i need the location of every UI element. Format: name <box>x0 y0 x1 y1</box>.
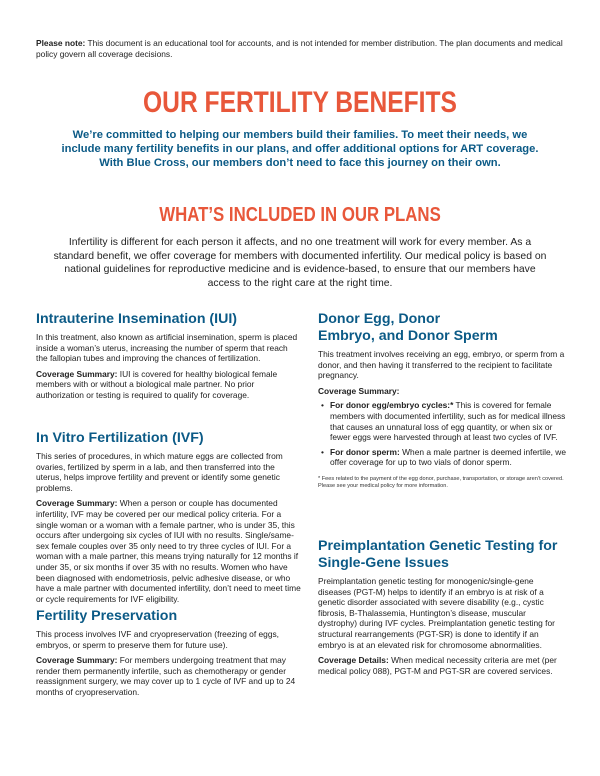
pgt-section <box>318 538 566 676</box>
donor-bullet-text: This is covered for female members with documented infertility, such as for medical illness that causes an unnatural loss of egg quantity, or when six or fewer eggs were harvested through at least two cycles of IVF. <box>330 400 566 443</box>
iui-coverage-label: Coverage Summary: <box>36 368 118 379</box>
section-title: WHAT’S INCLUDED IN OUR PLANS <box>159 204 441 226</box>
donor-bullets <box>318 400 566 468</box>
donor-body: This treatment involves receiving an egg, embryo, or sperm from a donor, and then having it transferred to the recipient to facilitate pregnancy. <box>318 349 565 381</box>
fp-body: This process involves IVF and cryopreservation (freezing of eggs, embryos, or sperm to preserve them for future use). <box>36 629 279 650</box>
ivf-coverage <box>36 498 301 604</box>
note-label: Please note: <box>36 38 86 48</box>
iui-coverage <box>36 369 301 401</box>
donor-bullet <box>318 400 566 442</box>
note-text: This document is an educational tool for accounts, and is not intended for member distribution. The plan documents and medical policy govern all coverage decisions. <box>36 38 563 59</box>
ivf-coverage-text: When a person or couple has documented infertility, IVF may be covered per our medical policy criteria. For a single woman or a woman with a female partner, who is under 35, this occurs after undergoing six cycles of IUI with no results. Single/same-sex female couples over 35 only need to try three cycles of IUI. For a woman with a male partner, this means trying naturally for 12 months if under 35, or six months if over 35 with no results. Women who have been diagnosed with endometriosis, pelvic adhesive disease, or who have a male partner with documented infertility, don’t need to meet time or cycle requirements for IVF eligibility. <box>36 498 301 604</box>
ivf-body: This series of procedures, in which mature eggs are collected from ovaries, fertilized by sperm in a lab, and then transferred into the uterus, helps improve fertility and prevent or identify some genetic problems. <box>36 451 283 493</box>
ivf-coverage-label: Coverage Summary: <box>36 498 118 509</box>
iui-body: In this treatment, also known as artificial insemination, sperm is placed inside a woman’s uterus, increasing the number of sperm that reach the fallopian tubes and improving the chances of fertilization. <box>36 332 298 364</box>
bullet-icon: • <box>321 400 324 411</box>
fp-section <box>36 608 301 698</box>
fp-coverage-label: Coverage Summary: <box>36 655 118 666</box>
iui-section <box>36 311 301 401</box>
pgt-coverage-label: Coverage Details: <box>318 655 389 666</box>
donor-coverage <box>318 386 566 397</box>
ivf-section <box>36 430 301 604</box>
donor-bullet-text: When a male partner is deemed infertile, we offer coverage for up to two vials of donor sperm. <box>330 446 566 468</box>
fp-heading: Fertility Preservation <box>36 608 178 624</box>
fp-coverage <box>36 655 301 697</box>
bullet-icon: • <box>321 446 324 457</box>
pgt-coverage <box>318 655 566 676</box>
donor-footnote: * Fees related to the payment of the egg donor, purchase, transportation, or storage aren’t covered. Please see your medical policy for more information. <box>318 475 564 489</box>
pgt-heading: Preimplantation Genetic Testing for Single-Gene Issues <box>318 538 558 571</box>
fp-coverage-text: For members undergoing treatment that may render them permanently infertile, such as chemotherapy or gender reassignment surgery, we may cover up to 1 cycle of IVF and up to 24 months of cryopreservation. <box>36 655 296 697</box>
donor-bullet-label: For donor egg/embryo cycles:* <box>330 400 454 411</box>
donor-coverage-label: Coverage Summary: <box>318 385 400 396</box>
iui-coverage-text: IUI is covered for healthy biological female members with or without a biological male partner. No prior authorization or testing is required to qualify for coverage. <box>36 368 278 400</box>
intro-text: We’re committed to helping our members build their families. To meet their needs, we include many fertility benefits in our plans, and offer additional options for ART coverage. With Blue Cross, our members don’t need to face this journey on their own. <box>61 129 539 169</box>
donor-bullet <box>318 447 566 468</box>
donor-section <box>318 311 566 490</box>
donor-bullet-label: For donor sperm: <box>330 446 400 457</box>
page-title: OUR FERTILITY BENEFITS <box>143 86 457 119</box>
iui-heading: Intrauterine Insemination (IUI) <box>36 311 238 327</box>
pgt-body: Preimplantation genetic testing for monogenic/single-gene diseases (PGT-M) helps to identify if an embryo is at risk of a genetic disorder associated with severe disability (e.g., cystic fibrosis, B-Thalassemia, Huntington’s disease, muscular dystrophy) during IVF cycles. Preimplantation genetic testing for structural rearrangements (PGT-SR) is done to identify if an embryo is at an elevated risk for chromosome abnormalities. <box>318 576 555 650</box>
pgt-coverage-text: When medical necessity criteria are met (per medical policy 088), PGT-M and PGT-SR are covered services. <box>318 655 557 676</box>
disclaimer-note <box>36 38 566 60</box>
ivf-heading: In Vitro Fertilization (IVF) <box>36 430 204 446</box>
donor-heading: Donor Egg, Donor Embryo, and Donor Sperm <box>318 311 498 344</box>
infertility-paragraph: Infertility is different for each person it affects, and no one treatment will work for every member. As a standard benefit, we offer coverage for members with documented infertility. Our medical policy is based on national guidelines for reproductive medicine and is evidence-based, to ensure that our members have access to the right care at the right time. <box>53 237 547 289</box>
